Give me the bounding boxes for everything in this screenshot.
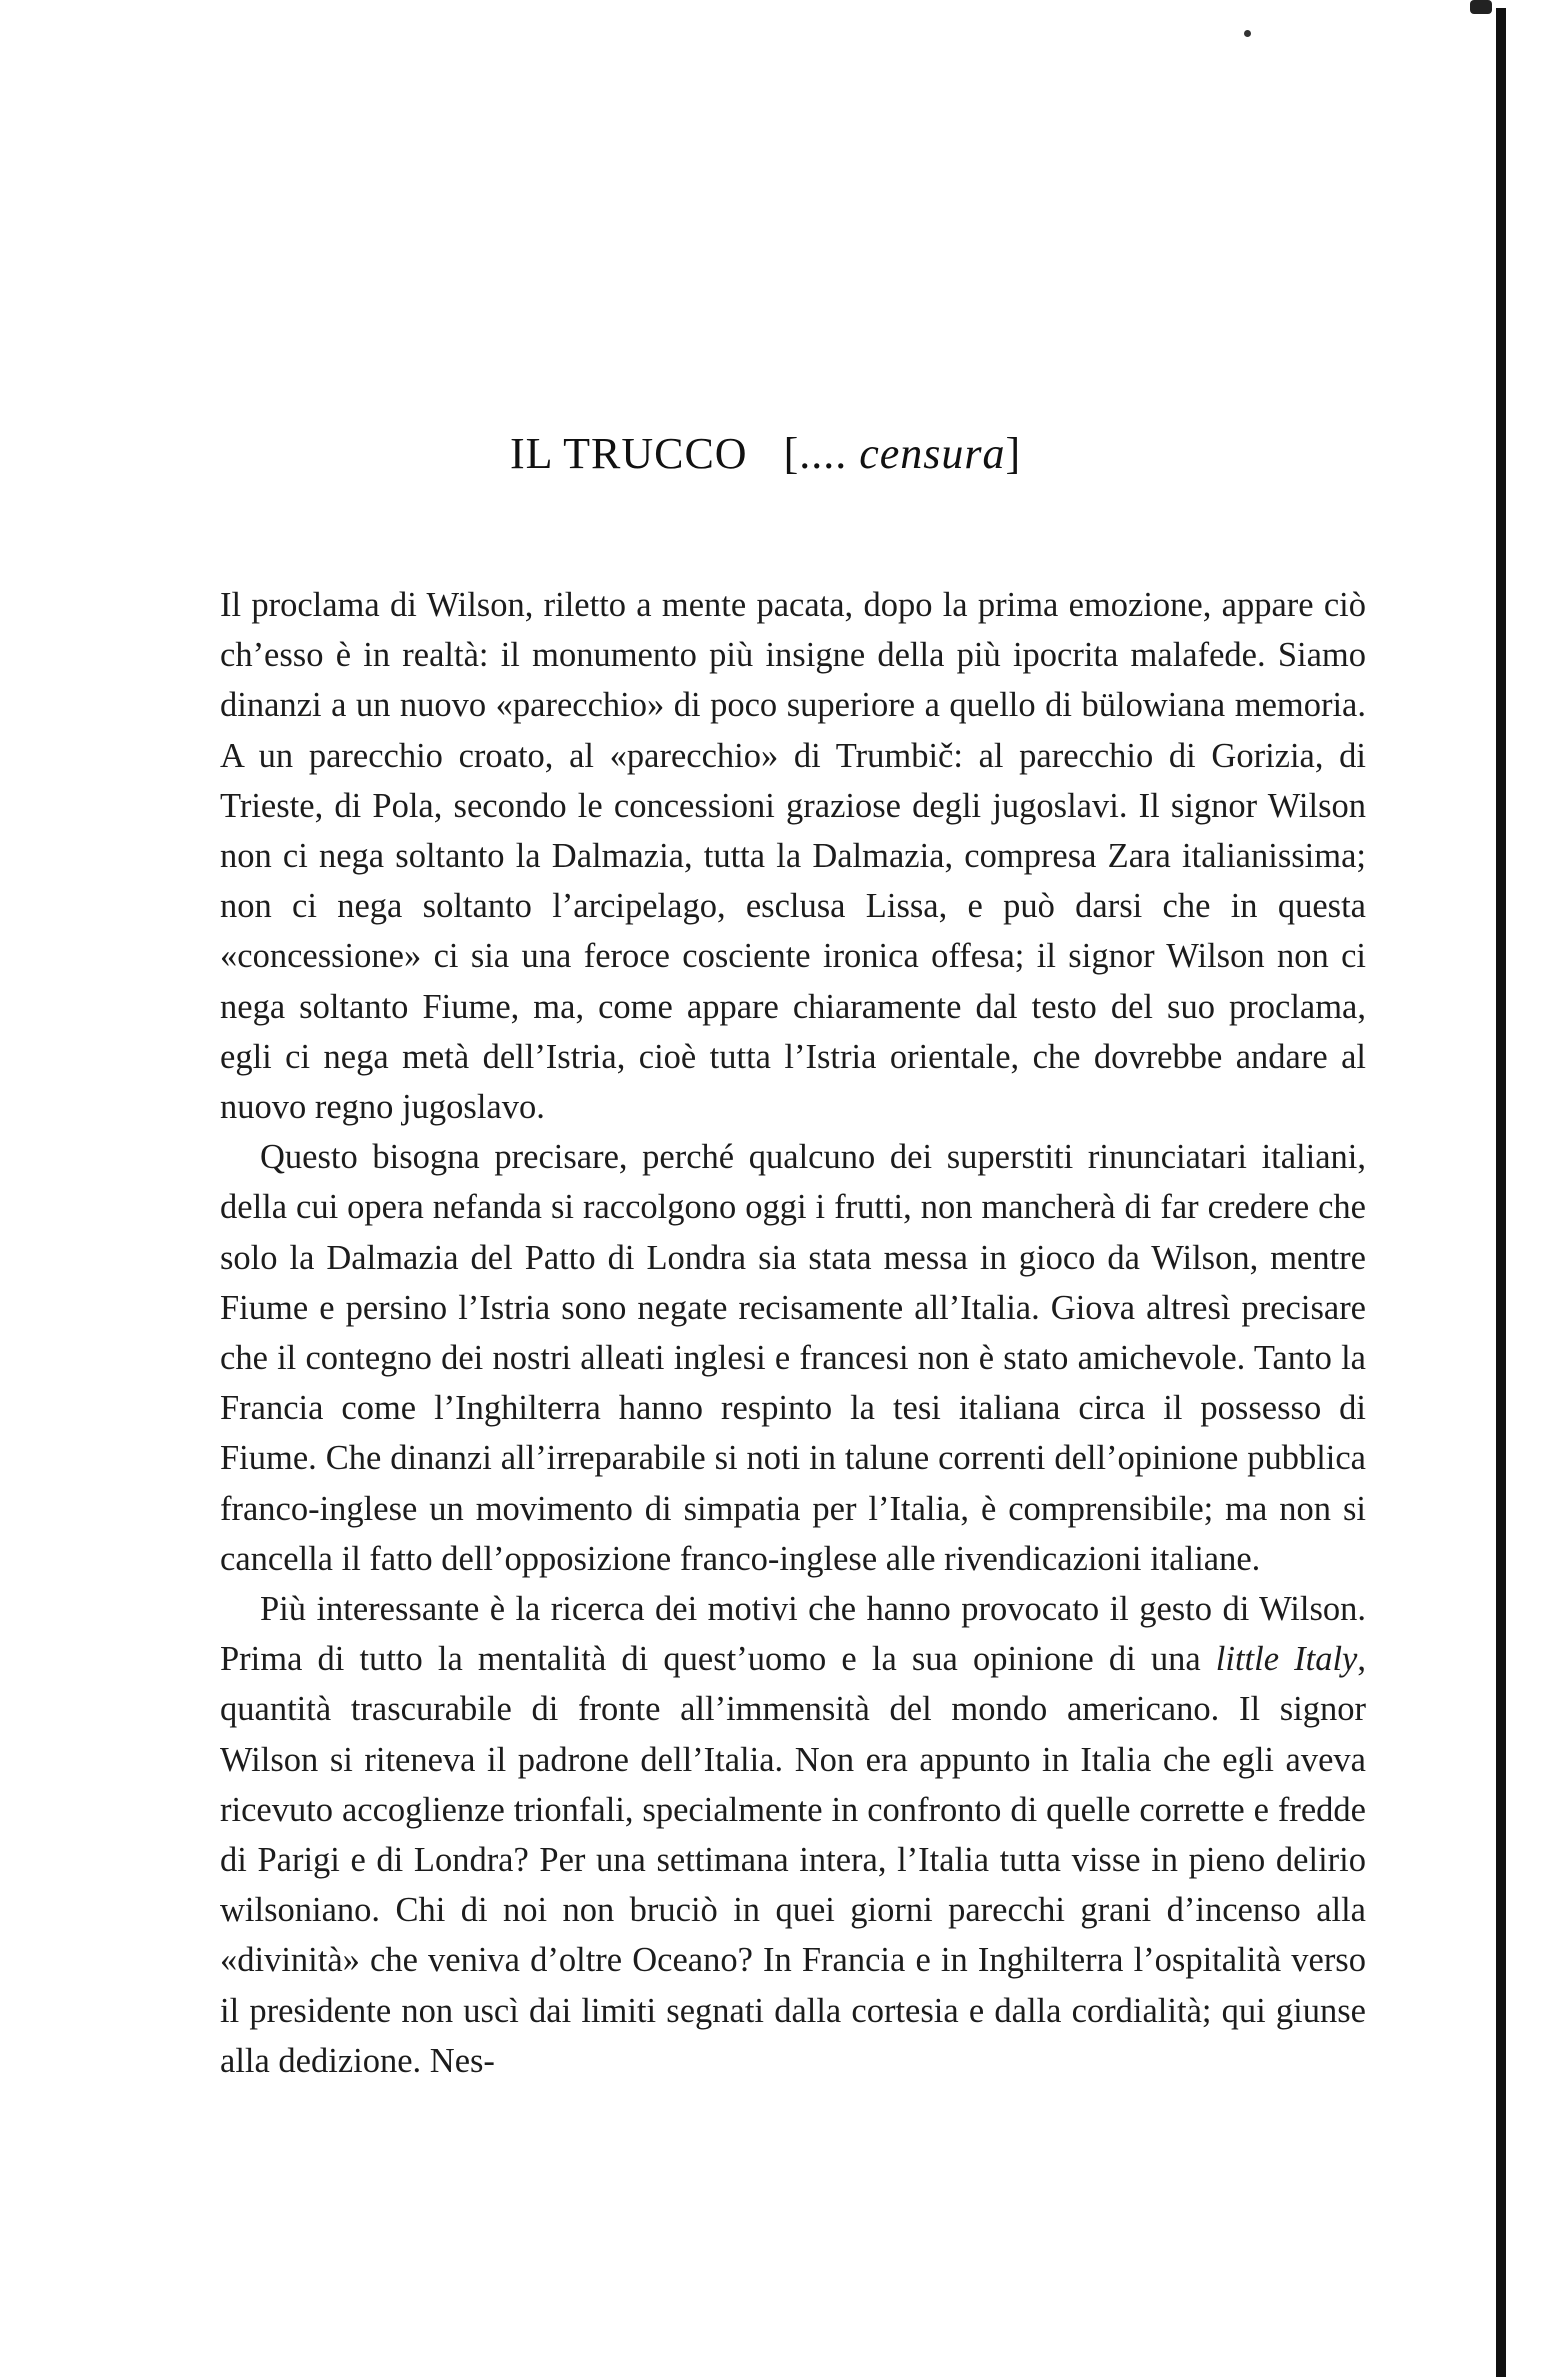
page-edge-mark	[1470, 0, 1492, 14]
paragraph-3-italic: little Italy	[1215, 1640, 1358, 1679]
paragraph-3-part-2: , quantità trascurabile di fronte all’immensità del mondo americano. Il signor Wilson si riteneva il padrone dell’Italia. Non era appunto in Italia che egli aveva ricevuto accoglienze trionfali, specialmente in confronto di quelle corrette e fredde di Parigi e di Londra? Per una settimana intera, l’Italia tutta visse in pieno delirio wilsoniano. Chi di noi non bruciò in quei giorni parecchi grani d’incenso alla «divinità» che veniva d’oltre Oceano? In Francia e in Inghilterra l’ospitalità verso il presidente non uscì dai limiti segnati dalla cortesia e dalla cordialità; qui giunse alla dedizione. Nes-	[220, 1640, 1366, 2080]
paragraph-3-part-1: Più interessante è la ricerca dei motivi che hanno provocato il gesto di Wilson. Prima di tutto la mentalità di quest’uomo e la sua opinione di una	[220, 1590, 1366, 1679]
paragraph-2: Questo bisogna precisare, perché qualcuno dei superstiti rinunciatari italiani, della cui opera nefanda si raccolgono oggi i frutti, non mancherà di far credere che solo la Dalmazia del Patto di Londra sia stata messa in gioco da Wilson, mentre Fiume e persino l’Istria sono negate recisamente all’Italia. Giova altresì precisare che il contegno dei nostri alleati inglesi e francesi non è stato amichevole. Tanto la Francia come l’Inghilterra hanno respinto la tesi italiana circa il possesso di Fiume. Che dinanzi all’irreparabile si noti in talune correnti dell’opinione pubblica franco-inglese un movimento di simpatia per l’Italia, è comprensibile; ma non si cancella il fatto dell’opposizione franco-inglese alle rivendicazioni italiane.	[220, 1138, 1366, 1578]
page-binding-edge	[1496, 8, 1506, 2377]
article-body	[220, 580, 1366, 2086]
page-title	[510, 428, 1210, 479]
paragraph-1: Il proclama di Wilson, riletto a mente pacata, dopo la prima emozione, appare ciò ch’esso è in realtà: il monumento più insigne della più ipocrita malafede. Siamo dinanzi a un nuovo «parecchio» di poco superiore a quello di bülowiana memoria. A un parecchio croato, al «parecchio» di Trumbič: al parecchio di Gorizia, di Trieste, di Pola, secondo le concessioni graziose degli jugoslavi. Il signor Wilson non ci nega soltanto la Dalmazia, tutta la Dalmazia, compresa Zara italianissima; non ci nega soltanto l’arcipelago, esclusa Lissa, e può darsi che in questa «concessione» ci sia una feroce cosciente ironica offesa; il signor Wilson non ci nega soltanto Fiume, ma, come appare chiaramente dal testo del suo proclama, egli ci nega metà dell’Istria, cioè tutta l’Istria orientale, che dovrebbe andare al nuovo regno jugoslavo.	[220, 586, 1366, 1127]
title-main: IL TRUCCO	[510, 429, 748, 478]
title-bracket-close: ]	[1005, 429, 1022, 478]
title-censura: censura	[859, 429, 1006, 478]
title-bracket-open: [....	[783, 429, 848, 478]
print-speck	[1244, 30, 1251, 37]
paragraph-3	[220, 1584, 1366, 2086]
